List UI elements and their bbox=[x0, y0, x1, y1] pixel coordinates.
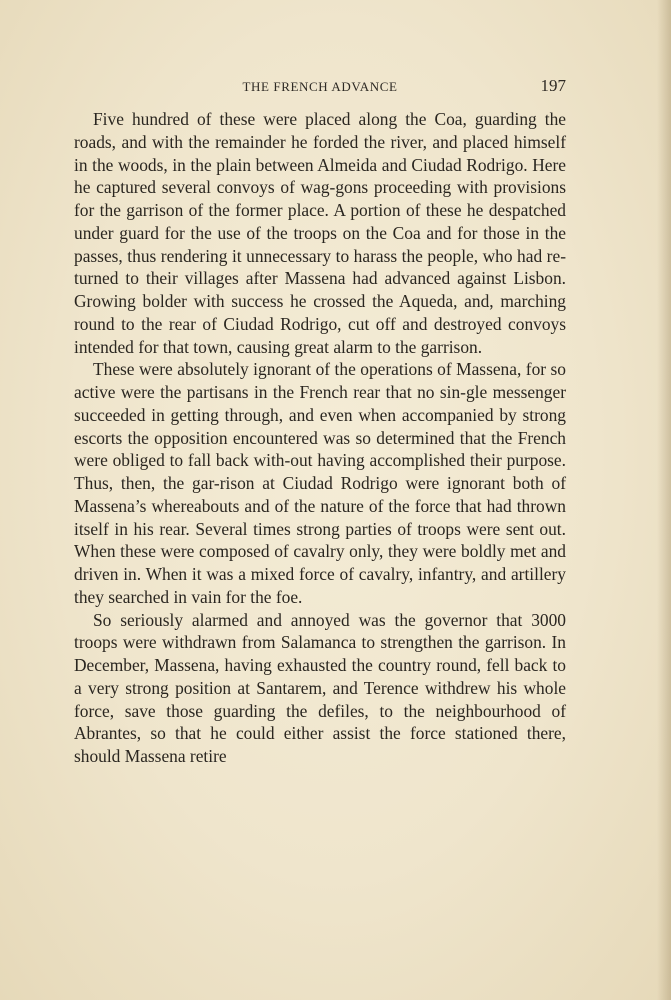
paragraph: These were absolutely ignorant of the operations of Massena, for so active were the partisans in the French rear that no sin-gle messenger succeeded in getting through, and even when accompanied by strong escorts the opposition encountered was so determined that the French were obliged to fall back with-out having accomplished their purpose. Thus, then, the gar-rison at Ciudad Rodrigo were ignorant both of Massena’s whereabouts and of the nature of the force that had thrown itself in his rear. Several times strong parties of troops were sent out. When these were composed of cavalry only, they were boldly met and driven in. When it was a mixed force of cavalry, infantry, and artillery they searched in vain for the foe. bbox=[74, 359, 566, 607]
body-text bbox=[74, 108, 566, 768]
page-header bbox=[74, 76, 566, 98]
page-edge-shadow bbox=[657, 0, 671, 1000]
paragraph: So seriously alarmed and annoyed was the governor that 3000 troops were withdrawn from Salamanca to strengthen the garrison. In December, Massena, having exhausted the country round, fell back to a very strong position at Santarem, and Terence withdrew his whole force, save those guarding the defiles, to the neighbourhood of Abrantes, so that he could either assist the force stationed there, should Massena retire bbox=[74, 609, 566, 766]
paragraph: Five hundred of these were placed along the Coa, guarding the roads, and with the remainder he forded the river, and placed himself in the woods, in the plain between Almeida and Ciudad Rodrigo. Here he captured several convoys of wag-gons proceeding with provisions for the garrison of the former place. A portion of these he despatched under guard for the use of the troops on the Coa and for those in the passes, thus rendering it unnecessary to harass the people, who had re-turned to their villages after Massena had advanced against Lisbon. Growing bolder with success he crossed the Aqueda, and, marching round to the rear of Ciudad Rodrigo, cut off and destroyed convoys intended for that town, causing great alarm to the garrison. bbox=[74, 109, 566, 357]
running-title: THE FRENCH ADVANCE bbox=[242, 79, 398, 94]
page-number: 197 bbox=[540, 76, 566, 95]
